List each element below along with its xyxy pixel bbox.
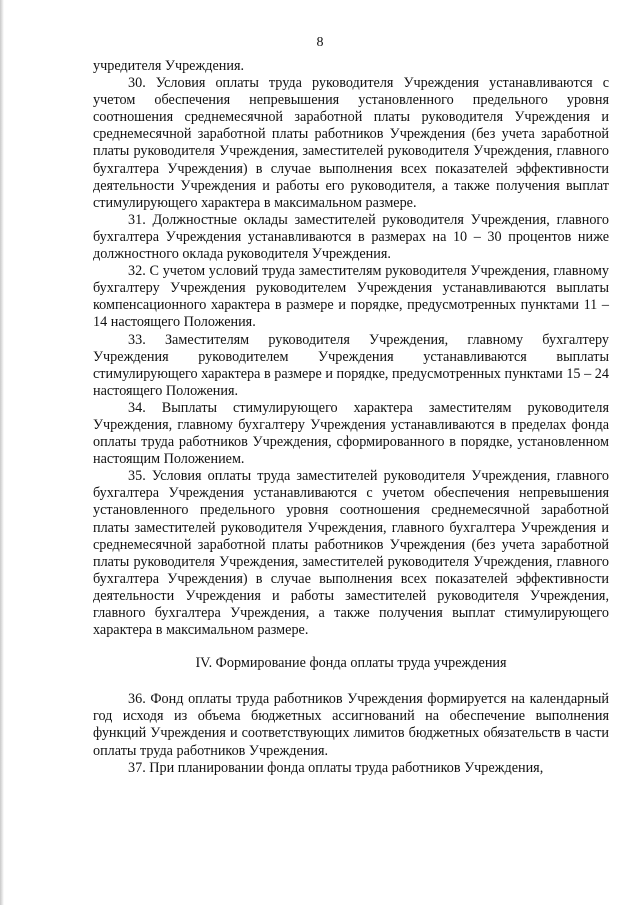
paragraph-30: 30. Условия оплаты труда руководителя Учреждения устанавливаются с учетом обеспечения непревышения установленного предельного уровня соотношения среднемесячной заработной платы руководителя Учреждения и среднемесячной заработной платы работников Учреждения (без учета заработной платы руководителя Учреждения, заместителей руководителя Учреждения, главного бухгалтера Учреждения) в случае выполнения всех показателей эффективности деятельности Учреждения и работы его руководителя, а также получения выплат стимулирующего характера в максимальном размере. xyxy=(93,75,609,211)
paragraph-36: 36. Фонд оплаты труда работников Учреждения формируется на календарный год исходя из объема бюджетных ассигнований на обеспечение выполнения функций Учреждения и соответствующих лимитов бюджетных обязательств в части оплаты труда работников Учреждения. xyxy=(93,691,609,759)
paragraph-37: 37. При планировании фонда оплаты труда работников Учреждения, xyxy=(128,759,544,776)
paragraph-32: 32. С учетом условий труда заместителям руководителя Учреждения, главному бухгалтеру Учреждения руководителем Учреждения устанавливаются выплаты компенсационного характера в размере и порядке, предусмотренных пунктами 11 – 14 настоящего Положения. xyxy=(93,263,609,331)
paragraph-continuation: учредителя Учреждения. xyxy=(93,58,245,74)
page-number: 8 xyxy=(316,35,324,50)
scan-edge-shadow xyxy=(0,0,4,905)
paragraph-33: 33. Заместителям руководителя Учреждения, главному бухгалтеру Учреждения руководителем Учреждения устанавливаются выплаты стимулирующего характера в размере и порядке, предусмотренных пунктами 15 – 24 настоящего Положения. xyxy=(93,331,609,399)
paragraph-34: 34. Выплаты стимулирующего характера заместителям руководителя Учреждения, главному бухгалтеру Учреждения устанавливаются в пределах фонда оплаты труда работников Учреждения, сформированного в порядке, установленном настоящим Положением. xyxy=(93,399,609,468)
section-heading: IV. Формирование фонда оплаты труда учреждения xyxy=(195,655,507,672)
paragraph-35: 35. Условия оплаты труда заместителей руководителя Учреждения, главного бухгалтера Учреждения устанавливаются с учетом обеспечения непревышения установленного предельного уровня соотношения среднемесячной заработной платы заместителей руководителя Учреждения, главного бухгалтера Учреждения и среднемесячной заработной платы работников Учреждения (без учета заработной платы руководителя Учреждения, заместителей руководителя Учреждения, главного бухгалтера Учреждения) в случае выполнения всех показателей эффективности деятельности Учреждения и работы заместителей руководителя Учреждения, главного бухгалтера Учреждения, а также получения выплат стимулирующего характера в максимальном размере. xyxy=(93,468,609,639)
paragraph-31: 31. Должностные оклады заместителей руководителя Учреждения, главного бухгалтера Учреждения устанавливаются в размерах на 10 – 30 процентов ниже должностного оклада руководителя Учреждения. xyxy=(93,211,609,263)
document-body xyxy=(93,58,609,777)
